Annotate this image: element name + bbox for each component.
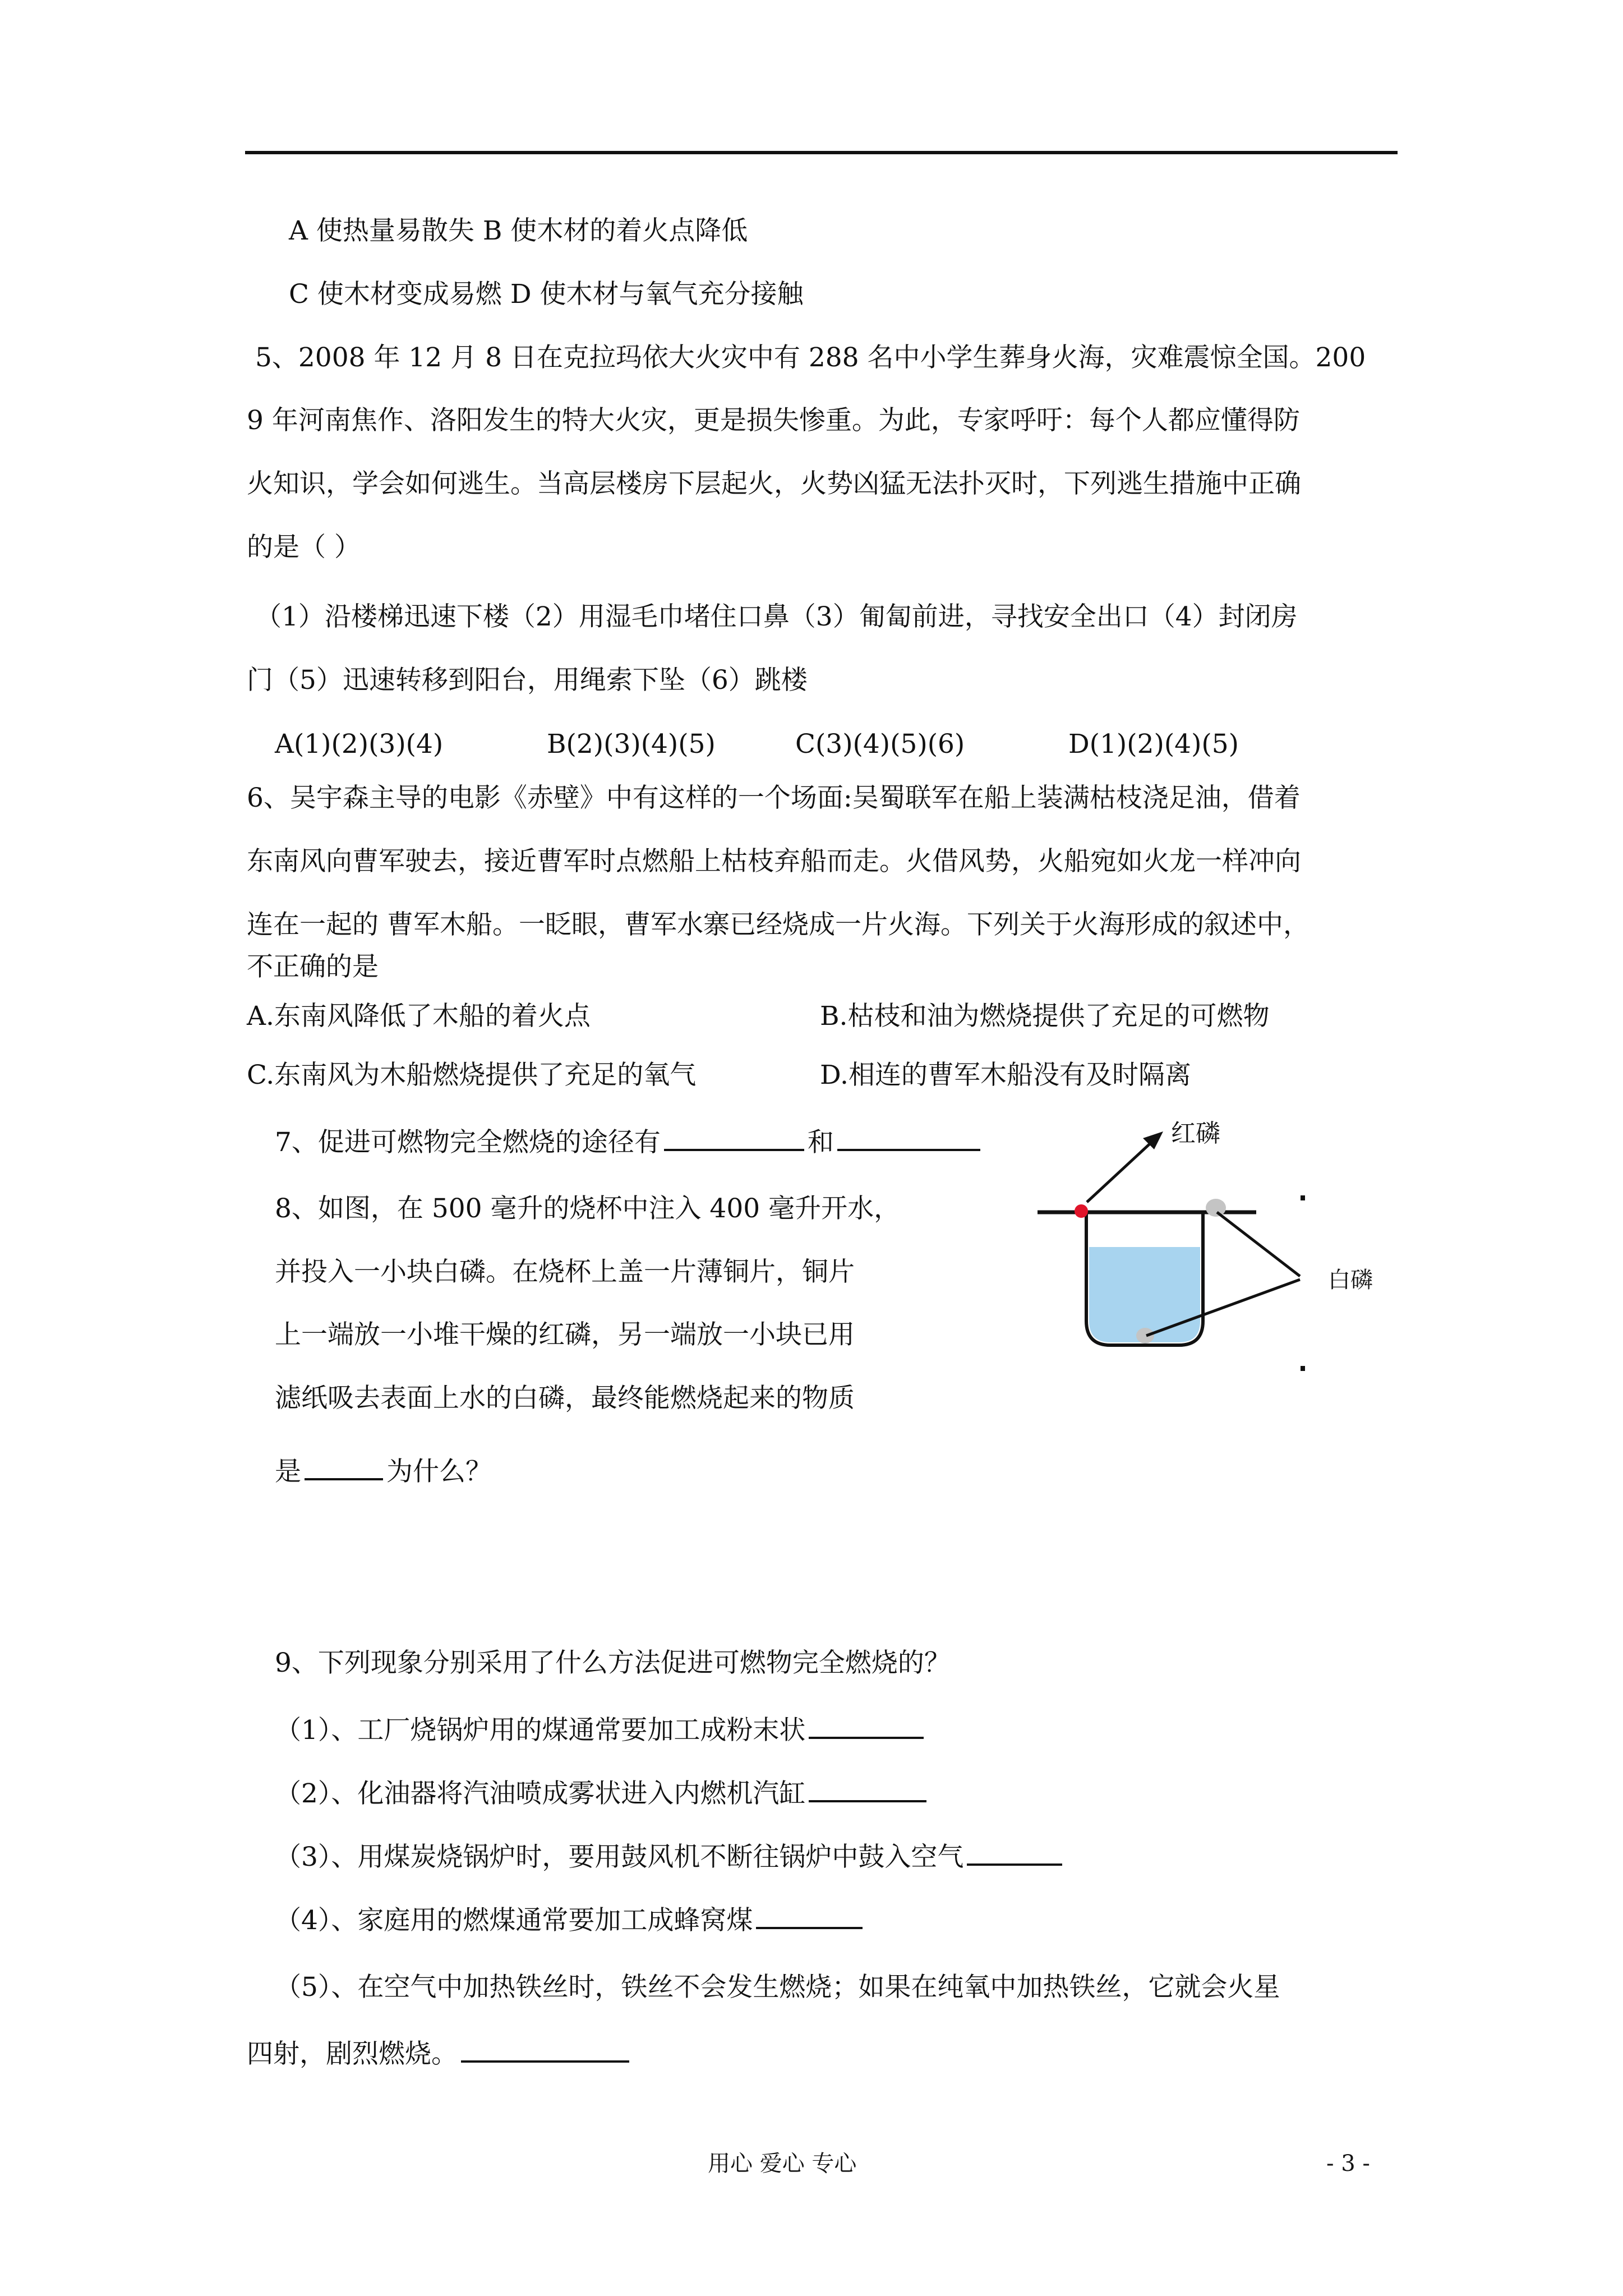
- q8-answer-blank[interactable]: [305, 1451, 383, 1480]
- q7-prefix: 7、促进可燃物完全燃烧的途径有: [275, 1127, 661, 1158]
- q6-option-c: C.东南风为木船燃烧提供了充足的氧气: [247, 1060, 697, 1091]
- q9-item-1: [275, 1710, 927, 1747]
- q9-item-4-blank[interactable]: [756, 1900, 863, 1929]
- q9-item-1-blank[interactable]: [809, 1710, 924, 1739]
- q5-text-line-2: 9 年河南焦作、洛阳发生的特大火灾，更是损失惨重。为此，专家呼吁：每个人都应懂得防: [247, 405, 1300, 436]
- q9-item-2-text: （2）、化油器将汽油喷成雾状进入内燃机汽缸: [275, 1778, 806, 1809]
- q9-item-5-blank[interactable]: [461, 2033, 629, 2063]
- q9-item-3: [275, 1837, 1066, 1874]
- q9-item-4-text: （4）、家庭用的燃煤通常要加工成蜂窝煤: [275, 1905, 753, 1936]
- q9-item-1-text: （1）、工厂烧锅炉用的煤通常要加工成粉末状: [275, 1715, 806, 1746]
- q8-text-line-1: 8、如图，在 500 毫升的烧杯中注入 400 毫升开水，: [275, 1193, 901, 1224]
- q8-line5-prefix: 是: [275, 1456, 301, 1487]
- header-rule: [245, 151, 1398, 154]
- q7-answer-blank-2[interactable]: [837, 1122, 980, 1151]
- q5-option-c: C(3)(4)(5)(6): [795, 729, 965, 760]
- q7-answer-blank-1[interactable]: [664, 1122, 804, 1151]
- q9-item-2: [275, 1773, 930, 1811]
- q8-text-line-5: [275, 1451, 492, 1489]
- q9-item-3-blank[interactable]: [967, 1837, 1062, 1866]
- q6-option-a: A.东南风降低了木船的着火点: [247, 1001, 591, 1032]
- q6-text-line-2: 东南风向曹军驶去，接近曹军时点燃船上枯枝弃船而走。火借风势，火船宛如火龙一样冲向: [247, 846, 1301, 877]
- q5-text-line-1: 5、2008 年 12 月 8 日在克拉玛依大火灾中有 288 名中小学生葬身火海，灾难震惊全国。200: [255, 342, 1366, 373]
- marker-dot-top: [1301, 1195, 1305, 1200]
- footer-motto: 用心 爱心 专心: [708, 2151, 857, 2177]
- white-phosphorus-label: 白磷: [1328, 1267, 1373, 1293]
- white-phosphorus-on-plate: [1206, 1199, 1226, 1217]
- q6-text-line-4: 不正确的是: [247, 951, 379, 982]
- white-phosphorus-in-water: [1136, 1328, 1154, 1343]
- marker-dot-bottom: [1301, 1366, 1305, 1371]
- q4-options-line-2: C 使木材变成易燃 D 使木材与氧气充分接触: [289, 279, 804, 310]
- q6-option-b: B.枯枝和油为燃烧提供了充足的可燃物: [820, 1001, 1270, 1032]
- q5-measures-line-1: （1）沿楼梯迅速下楼（2）用湿毛巾堵住口鼻（3）匍匐前进，寻找安全出口（4）封闭房: [255, 601, 1298, 632]
- q8-text-line-4: 滤纸吸去表面上水的白磷，最终能燃烧起来的物质: [275, 1383, 855, 1414]
- q9-item-2-blank[interactable]: [809, 1773, 926, 1802]
- q9-item-4: [275, 1900, 866, 1938]
- white-phosphorus-pointer-1: [1217, 1212, 1300, 1276]
- red-phosphorus: [1075, 1204, 1088, 1218]
- q6-text-line-1: 6、吴宇森主导的电影《赤壁》中有这样的一个场面:吴蜀联军在船上装满枯枝浇足油，借着: [247, 783, 1301, 813]
- q9-item-5-line-2: [247, 2033, 633, 2071]
- q7-question: [275, 1122, 984, 1159]
- q7-mid: 和: [807, 1127, 834, 1158]
- q6-option-d: D.相连的曹军木船没有及时隔离: [820, 1060, 1191, 1091]
- q6-text-line-3: 连在一起的 曹军木船。一眨眼，曹军水寨已经烧成一片火海。下列关于火海形成的叙述中，: [247, 909, 1310, 940]
- q8-line5-suffix: 为什么？: [386, 1456, 492, 1487]
- q5-text-line-4: 的是（ ）: [247, 532, 361, 563]
- red-phosphorus-pointer: [1087, 1139, 1155, 1202]
- red-phosphorus-label: 红磷: [1171, 1119, 1220, 1148]
- q5-text-line-3: 火知识，学会如何逃生。当高层楼房下层起火，火势凶猛无法扑灭时，下列逃生措施中正确: [247, 468, 1301, 499]
- q9-item-5-line-1: （5）、在空气中加热铁丝时，铁丝不会发生燃烧；如果在纯氧中加热铁丝，它就会火星: [275, 1972, 1280, 2003]
- q9-item-5-text: 四射，剧烈燃烧。: [247, 2039, 458, 2069]
- q8-text-line-3: 上一端放一小堆干燥的红磷，另一端放一小块已用: [275, 1319, 855, 1350]
- q4-options-line-1: A 使热量易散失 B 使木材的着火点降低: [289, 215, 748, 246]
- q5-option-b: B(2)(3)(4)(5): [547, 729, 716, 760]
- q8-text-line-2: 并投入一小块白磷。在烧杯上盖一片薄铜片，铜片: [275, 1257, 855, 1287]
- phosphorus-beaker-diagram: [1021, 1108, 1413, 1377]
- q9-title: 9、下列现象分别采用了什么方法促进可燃物完全燃烧的？: [275, 1648, 951, 1678]
- q5-measures-line-2: 门（5）迅速转移到阳台，用绳索下坠（6）跳楼: [247, 665, 808, 696]
- q5-option-d: D(1)(2)(4)(5): [1068, 729, 1239, 760]
- q9-item-3-text: （3）、用煤炭烧锅炉时，要用鼓风机不断往锅炉中鼓入空气: [275, 1842, 964, 1872]
- q5-option-a: A(1)(2)(3)(4): [275, 729, 444, 760]
- page-number: - 3 -: [1326, 2151, 1370, 2177]
